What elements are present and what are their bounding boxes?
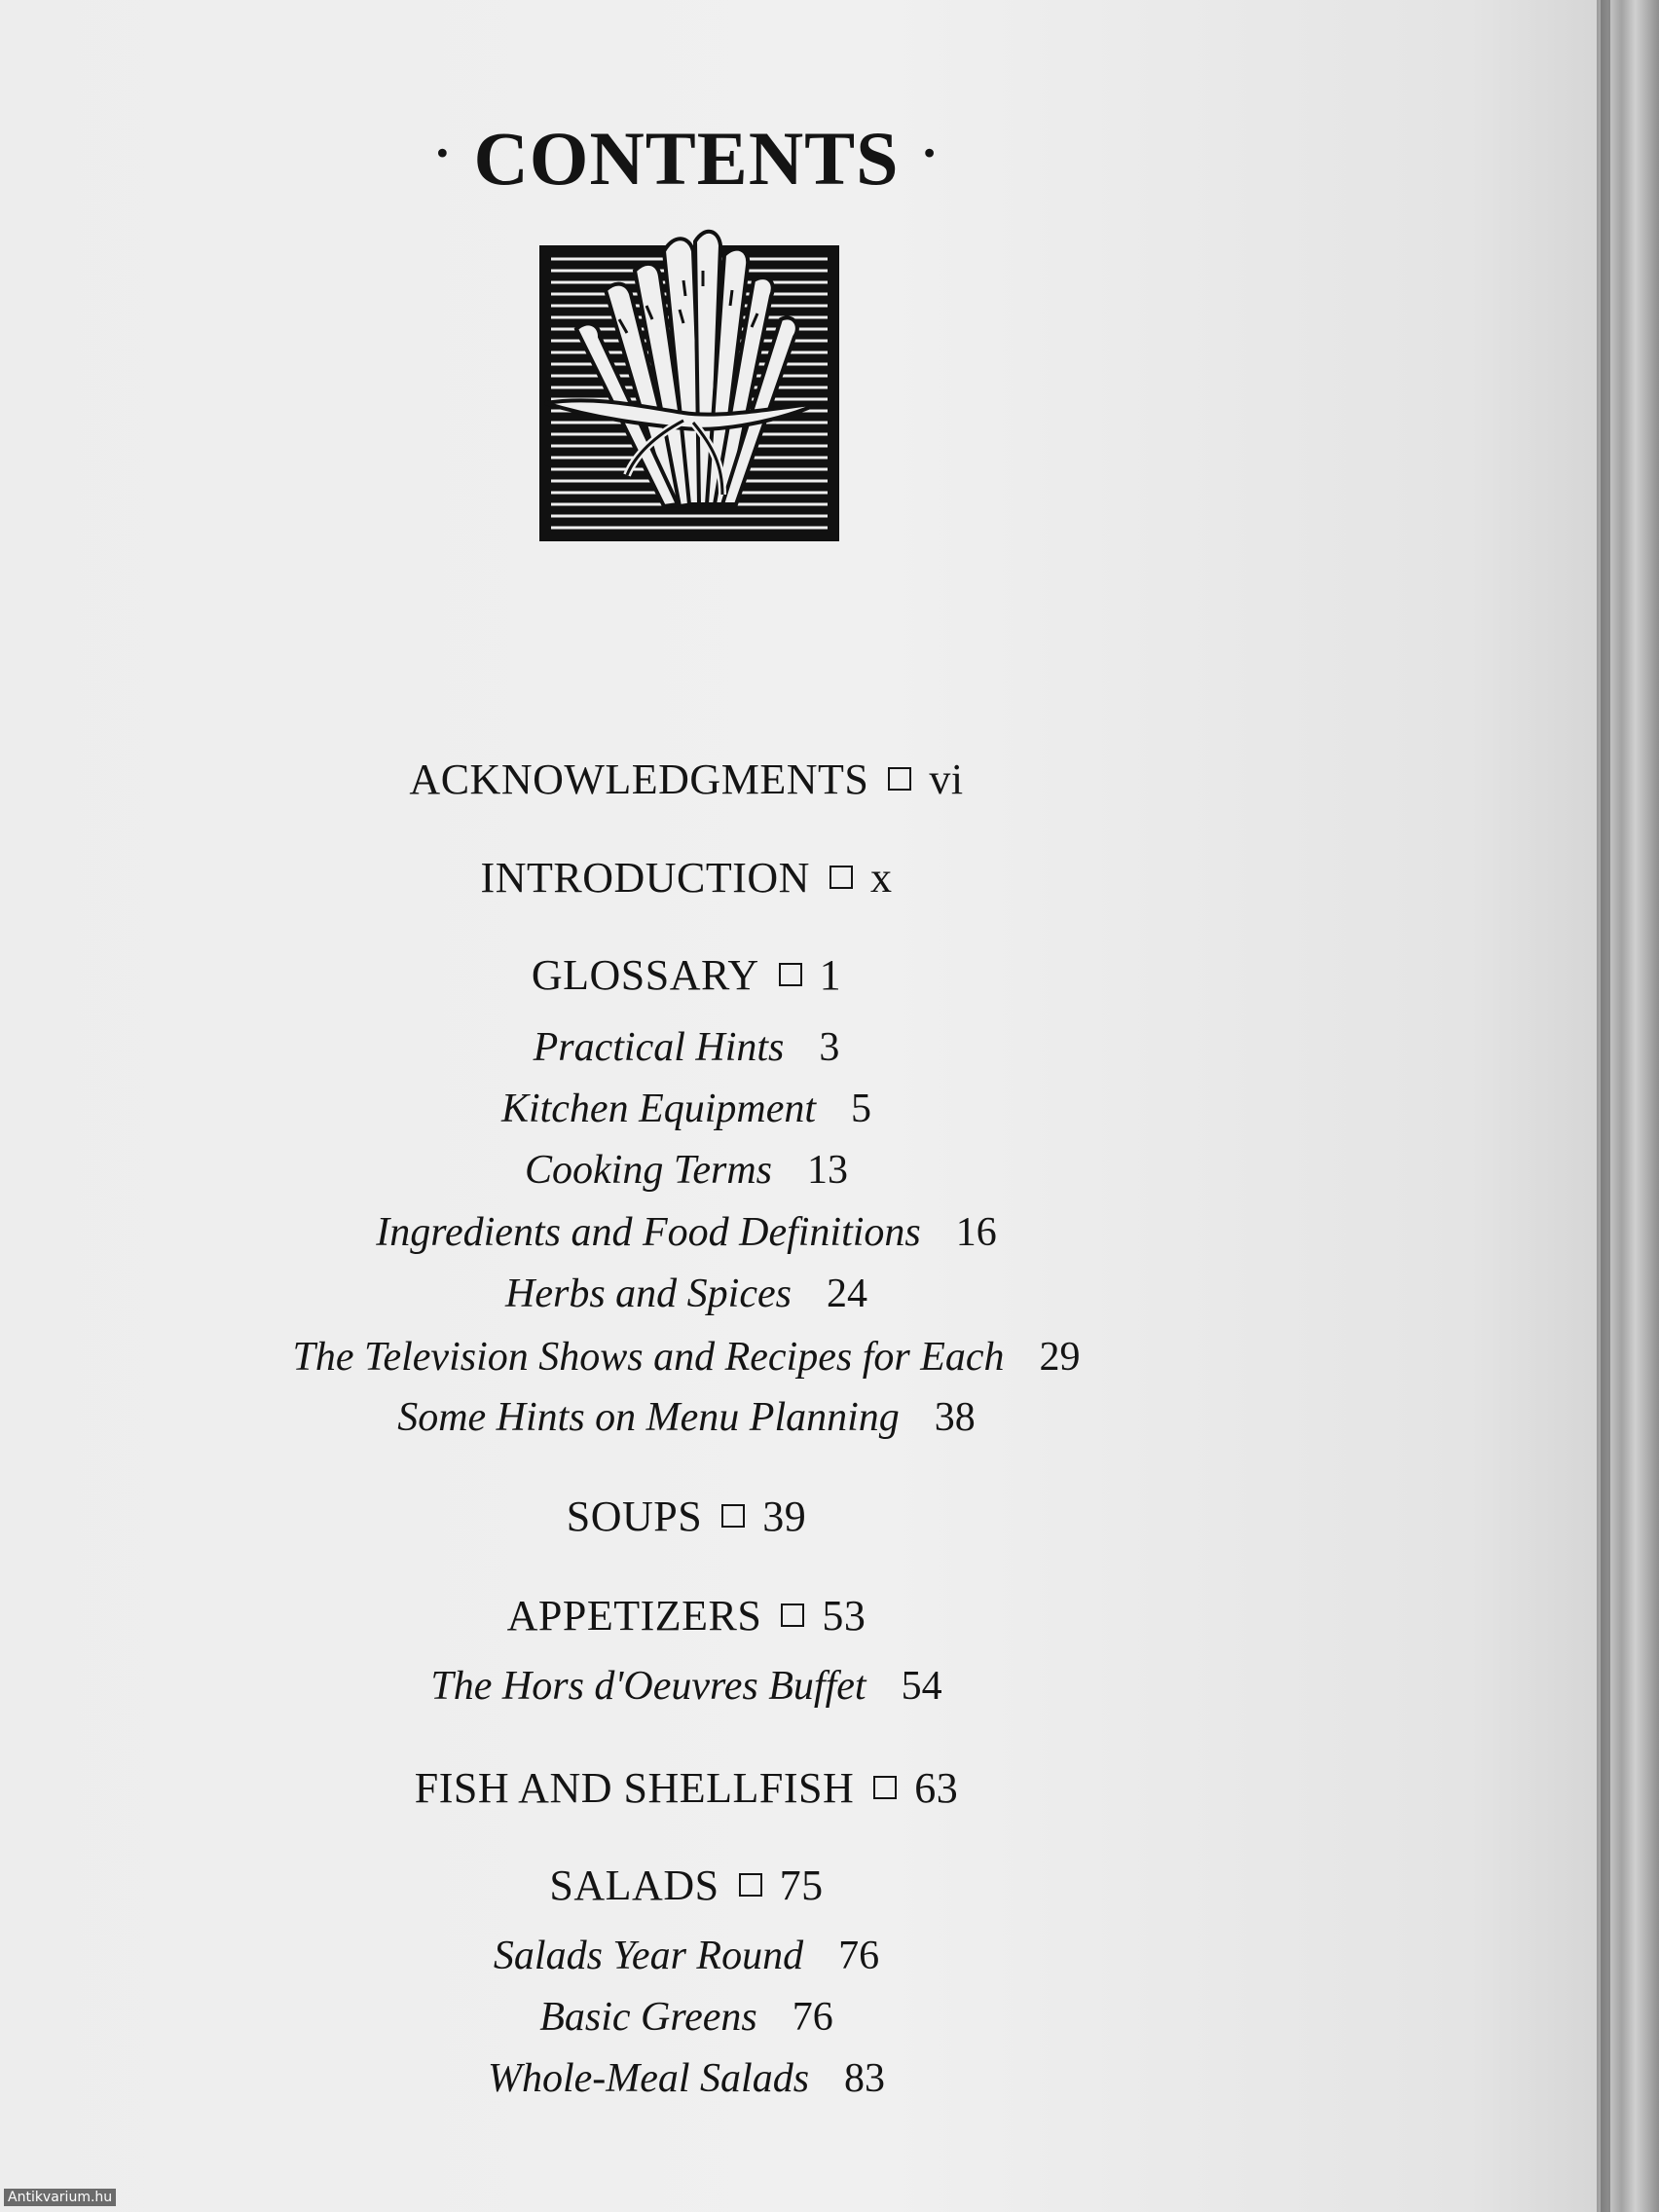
square-bullet-icon (779, 963, 802, 986)
title-dot-right: · (920, 124, 940, 182)
toc-subsection-entry (0, 1663, 1373, 1710)
toc-page-number: 76 (792, 1995, 833, 2040)
toc-subsection-entry (0, 1024, 1373, 1071)
toc-subsection-entry (0, 1994, 1373, 2041)
toc-entry-label: FISH AND SHELLFISH (414, 1764, 855, 1812)
toc-section-entry (0, 1591, 1373, 1641)
toc-entry-label: APPETIZERS (506, 1592, 762, 1640)
book-spine-shadow (1601, 0, 1610, 2212)
toc-subsection-entry (0, 1334, 1373, 1381)
toc-section-entry (0, 1861, 1373, 1910)
toc-subsection-entry (0, 1209, 1373, 1256)
square-bullet-icon (739, 1873, 762, 1897)
toc-entry-label: SALADS (549, 1862, 719, 1909)
watermark-text: Antikvarium.hu (4, 2189, 116, 2206)
title-text: CONTENTS (473, 116, 900, 201)
toc-section-entry (0, 1763, 1373, 1813)
toc-page-number: 13 (807, 1148, 848, 1193)
toc-section-entry (0, 1492, 1373, 1541)
toc-entry-label: Kitchen Equipment (500, 1087, 817, 1131)
toc-section-entry (0, 755, 1373, 804)
toc-page-number: 38 (934, 1395, 976, 1440)
toc-page-number: 5 (851, 1087, 872, 1131)
toc-section-entry (0, 853, 1373, 903)
toc-page-number: 39 (762, 1493, 807, 1540)
square-bullet-icon (830, 866, 853, 889)
toc-entry-label: ACKNOWLEDGMENTS (409, 756, 869, 803)
toc-entry-label: Whole-Meal Salads (487, 2056, 810, 2101)
toc-page-number: 54 (901, 1664, 942, 1709)
toc-page-number: 83 (844, 2056, 886, 2101)
toc-entry-label: Practical Hints (533, 1025, 785, 1070)
toc-section-entry (0, 950, 1373, 1000)
toc-page-number: 29 (1039, 1335, 1081, 1380)
toc-entry-label: SOUPS (566, 1493, 703, 1540)
toc-entry-label: Salads Year Round (493, 1934, 804, 1978)
toc-page-number: 76 (838, 1934, 880, 1978)
toc-page-number: 1 (819, 951, 842, 999)
toc-subsection-entry (0, 1394, 1373, 1441)
toc-page-number: x (869, 854, 893, 902)
toc-subsection-entry (0, 1147, 1373, 1194)
toc-subsection-entry (0, 1271, 1373, 1317)
toc-entry-label: The Television Shows and Recipes for Each (292, 1335, 1005, 1380)
toc-entry-label: Some Hints on Menu Planning (397, 1395, 900, 1440)
toc-entry-label: INTRODUCTION (480, 854, 810, 902)
toc-entry-label: The Hors d'Oeuvres Buffet (430, 1664, 866, 1709)
toc-page-number: 24 (826, 1272, 867, 1316)
toc-entry-label: Basic Greens (539, 1995, 757, 2040)
toc-entry-label: Herbs and Spices (505, 1272, 792, 1316)
square-bullet-icon (888, 767, 911, 791)
toc-subsection-entry (0, 1933, 1373, 1979)
toc-page-number: 53 (822, 1592, 866, 1640)
toc-page-number: vi (929, 756, 964, 803)
square-bullet-icon (781, 1604, 804, 1627)
toc-entry-label: Ingredients and Food Definitions (376, 1210, 921, 1255)
toc-subsection-entry (0, 1086, 1373, 1132)
toc-subsection-entry (0, 2055, 1373, 2102)
toc-page-number: 63 (914, 1764, 959, 1812)
square-bullet-icon (721, 1504, 745, 1528)
square-bullet-icon (873, 1776, 897, 1799)
toc-page-number: 3 (819, 1025, 840, 1070)
toc-entry-label: Cooking Terms (525, 1148, 772, 1193)
toc-page-number: 75 (779, 1862, 824, 1909)
toc-page-number: 16 (955, 1210, 997, 1255)
title-dot-left: · (433, 124, 453, 182)
toc-entry-label: GLOSSARY (531, 951, 759, 999)
